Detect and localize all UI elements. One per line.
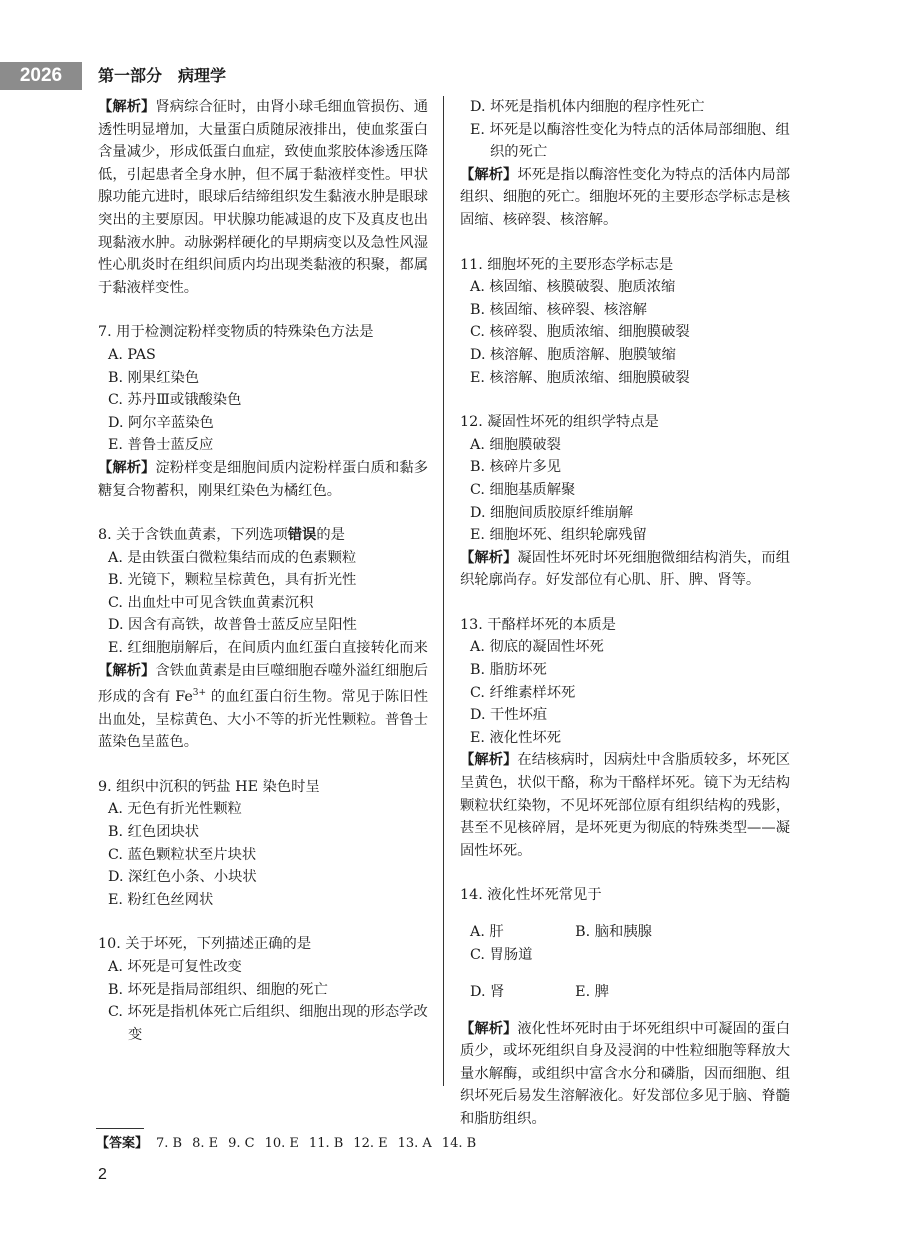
option-b: B. 红色团块状 xyxy=(108,823,200,840)
option-c: C. 细胞基质解聚 xyxy=(470,481,576,498)
question-stem: 11. 细胞坏死的主要形态学标志是 xyxy=(460,256,674,273)
explanation-text: 淀粉样变是细胞间质内淀粉样蛋白质和黏多糖复合物蓄积，刚果红染色为橘红色。 xyxy=(98,459,429,499)
explanation-text: 凝固性坏死时坏死细胞微细结构消失，而组织轮廓尚存。好发部位有心肌、肝、脾、肾等。 xyxy=(460,549,791,589)
explanation-text: 的血红蛋白衍生物。常见于陈旧性出血处，呈棕黄色、大小不等的折光性颗粒。普鲁士蓝染色呈蓝色。 xyxy=(98,689,428,751)
option-b: B. 坏死是指局部组织、细胞的死亡 xyxy=(108,981,328,998)
answer-key xyxy=(96,1133,486,1155)
explanation-tag: 【解析】 xyxy=(460,752,518,769)
option-c: C. 出血灶中可见含铁血黄素沉积 xyxy=(108,594,314,611)
explanation-tag: 【解析】 xyxy=(98,99,156,115)
explanation xyxy=(460,1018,790,1131)
answer-item: 11. B xyxy=(308,1136,344,1151)
question-14 xyxy=(460,884,790,1130)
explanation-tag: 【解析】 xyxy=(98,662,156,679)
explanation-text: 在结核病时，因病灶中含脂质较多，坏死区呈黄色，状似干酪，称为干酪样坏死。镜下为无结构颗粒状红染物，不见坏死部位原有组织结构的残影，甚至不见核碎屑，是坏死更为彻底的特殊类型——凝固性坏死。 xyxy=(460,752,791,859)
question-13 xyxy=(460,614,790,863)
option-a: A. 彻底的凝固性坏死 xyxy=(470,639,604,656)
option-a: A. 肝 xyxy=(470,924,504,941)
option-a: A. 核固缩、核膜破裂、胞质浓缩 xyxy=(470,279,676,296)
option-c: C. 蓝色颗粒状至片块状 xyxy=(108,846,257,863)
question-stem xyxy=(98,524,428,547)
option-b: B. 脂肪坏死 xyxy=(470,662,547,679)
stem-text: 8. 关于含铁血黄素，下列选项 xyxy=(98,527,288,544)
right-column xyxy=(460,96,790,1131)
question-11 xyxy=(460,254,790,390)
option-e: E. 液化性坏死 xyxy=(470,729,562,746)
intro-explanation xyxy=(98,96,428,299)
option-d: D. 干性坏疽 xyxy=(470,707,548,724)
option-a: A. 是由铁蛋白微粒集结而成的色素颗粒 xyxy=(108,549,357,566)
question-7 xyxy=(98,321,428,502)
option-d: D. 深红色小条、小块状 xyxy=(108,869,257,886)
option-c: C. 核碎裂、胞质浓缩、细胞膜破裂 xyxy=(470,324,690,341)
question-12 xyxy=(460,411,790,592)
option-a: A. 细胞膜破裂 xyxy=(470,436,561,453)
explanation-text: 坏死是指以酶溶性变化为特点的活体内局部组织、细胞的死亡。细胞坏死的主要形态学标志是核固缩、核碎裂、核溶解。 xyxy=(460,166,791,228)
option-b: B. 脑和胰腺 xyxy=(575,924,652,941)
explanation-text: 液化性坏死时由于坏死组织中可凝固的蛋白质少，或坏死组织自身及浸润的中性粒细胞等释放大量水解酶，或组织中富含水分和磷脂，因而细胞、组织坏死后易发生溶解液化。好发部位多见于脑、脊髓和脂肪组织。 xyxy=(460,1020,791,1128)
option-e: E. 普鲁士蓝反应 xyxy=(108,437,214,454)
answer-item: 14. B xyxy=(441,1136,477,1151)
explanation-text: 含铁血黄素是由巨噬细胞吞噬外溢红细胞后形成的含有 Fe xyxy=(98,662,429,706)
option-d: D. 核溶解、胞质溶解、胞膜皱缩 xyxy=(470,346,676,363)
question-10 xyxy=(98,933,428,1046)
explanation-tag: 【解析】 xyxy=(460,166,518,183)
question-stem: 14. 液化性坏死常见于 xyxy=(460,887,602,904)
option-e: E. 脾 xyxy=(575,983,609,1000)
option-a: A. 坏死是可复性改变 xyxy=(108,958,242,975)
superscript: 3+ xyxy=(192,688,207,699)
question-stem: 12. 凝固性坏死的组织学特点是 xyxy=(460,414,659,431)
part-title: 第一部分 病理学 xyxy=(98,66,227,85)
stem-text: 的是 xyxy=(316,527,345,544)
explanation-tag: 【解析】 xyxy=(98,459,156,476)
option-b: B. 核固缩、核碎裂、核溶解 xyxy=(470,301,647,318)
question-stem: 10. 关于坏死，下列描述正确的是 xyxy=(98,936,312,953)
answer-item: 7. B xyxy=(156,1136,183,1151)
explanation xyxy=(460,547,790,592)
option-d: D. 肾 xyxy=(470,983,505,1000)
option-c: C. 坏死是指机体死亡后组织、细胞出现的形态学改变 xyxy=(108,1004,428,1043)
option-c: C. 纤维素样坏死 xyxy=(470,684,576,701)
answer-item: 8. E xyxy=(192,1136,219,1151)
option-e: E. 细胞坏死、组织轮廓残留 xyxy=(470,527,647,544)
answer-item: 10. E xyxy=(264,1136,299,1151)
option-b: B. 刚果红染色 xyxy=(108,369,200,386)
explanation xyxy=(98,457,428,502)
option-d: D. 细胞间质胶原纤维崩解 xyxy=(470,504,634,521)
option-d: D. 阿尔辛蓝染色 xyxy=(108,414,214,431)
stem-emphasis: 错误 xyxy=(287,527,317,544)
answer-item: 9. C xyxy=(228,1136,255,1151)
option-e: E. 核溶解、胞质浓缩、细胞膜破裂 xyxy=(470,369,690,386)
explanation-tag: 【解析】 xyxy=(460,549,518,566)
column-divider xyxy=(443,96,444,1086)
answer-item: 13. A xyxy=(397,1136,432,1151)
option-d: D. 因含有高铁，故普鲁士蓝反应呈阳性 xyxy=(108,617,357,634)
explanation-tag: 【解析】 xyxy=(460,1020,518,1037)
explanation xyxy=(460,749,790,862)
question-8 xyxy=(98,524,428,754)
explanation-text: 肾病综合征时，由肾小球毛细血管损伤、通透性明显增加，大量蛋白质随尿液排出，使血浆蛋白含量减少，形成低蛋白血症，致使血浆胶体渗透压降低，引起患者全身水肿，但不属于黏液样变性。甲状腺功能亢进时，眼球后结缔组织发生黏液水肿是眼球突出的主要原因。甲状腺功能减退的皮下及真皮也出现黏液水肿。动脉粥样硬化的早期病变以及急性风湿性心肌炎时在组织间质内均出现类黏液的积聚，都属于黏液样变性。 xyxy=(98,99,429,296)
option-a: A. PAS xyxy=(108,346,156,363)
year-badge: 2026 xyxy=(0,62,82,90)
options-row-2 xyxy=(460,981,790,1004)
question-10-continued xyxy=(460,96,790,232)
left-column xyxy=(98,96,428,1046)
option-a: A. 无色有折光性颗粒 xyxy=(108,801,242,818)
answer-item: 12. E xyxy=(353,1136,388,1151)
options-row-1 xyxy=(460,921,790,966)
answer-key-tag: 【答案】 xyxy=(96,1136,149,1151)
option-e: E. 坏死是以酶溶性变化为特点的活体局部细胞、组织的死亡 xyxy=(470,121,790,161)
option-c: C. 苏丹Ⅲ或锇酸染色 xyxy=(108,392,242,409)
option-c: C. 胃肠道 xyxy=(470,946,533,963)
question-stem: 9. 组织中沉积的钙盐 HE 染色时呈 xyxy=(98,778,320,795)
option-e: E. 红细胞崩解后，在间质内血红蛋白直接转化而来 xyxy=(108,640,428,657)
explanation xyxy=(460,164,790,232)
option-b: B. 光镜下，颗粒呈棕黄色，具有折光性 xyxy=(108,572,357,589)
option-e: E. 粉红色丝网状 xyxy=(108,891,214,908)
option-b: B. 核碎片多见 xyxy=(470,459,562,476)
question-9 xyxy=(98,776,428,912)
question-stem: 7. 用于检测淀粉样变物质的特殊染色方法是 xyxy=(98,324,374,341)
question-stem: 13. 干酪样坏死的本质是 xyxy=(460,616,616,633)
explanation xyxy=(98,660,428,754)
page-number: 2 xyxy=(98,1166,107,1183)
answers-rule xyxy=(96,1128,144,1129)
option-d: D. 坏死是指机体内细胞的程序性死亡 xyxy=(470,99,705,115)
